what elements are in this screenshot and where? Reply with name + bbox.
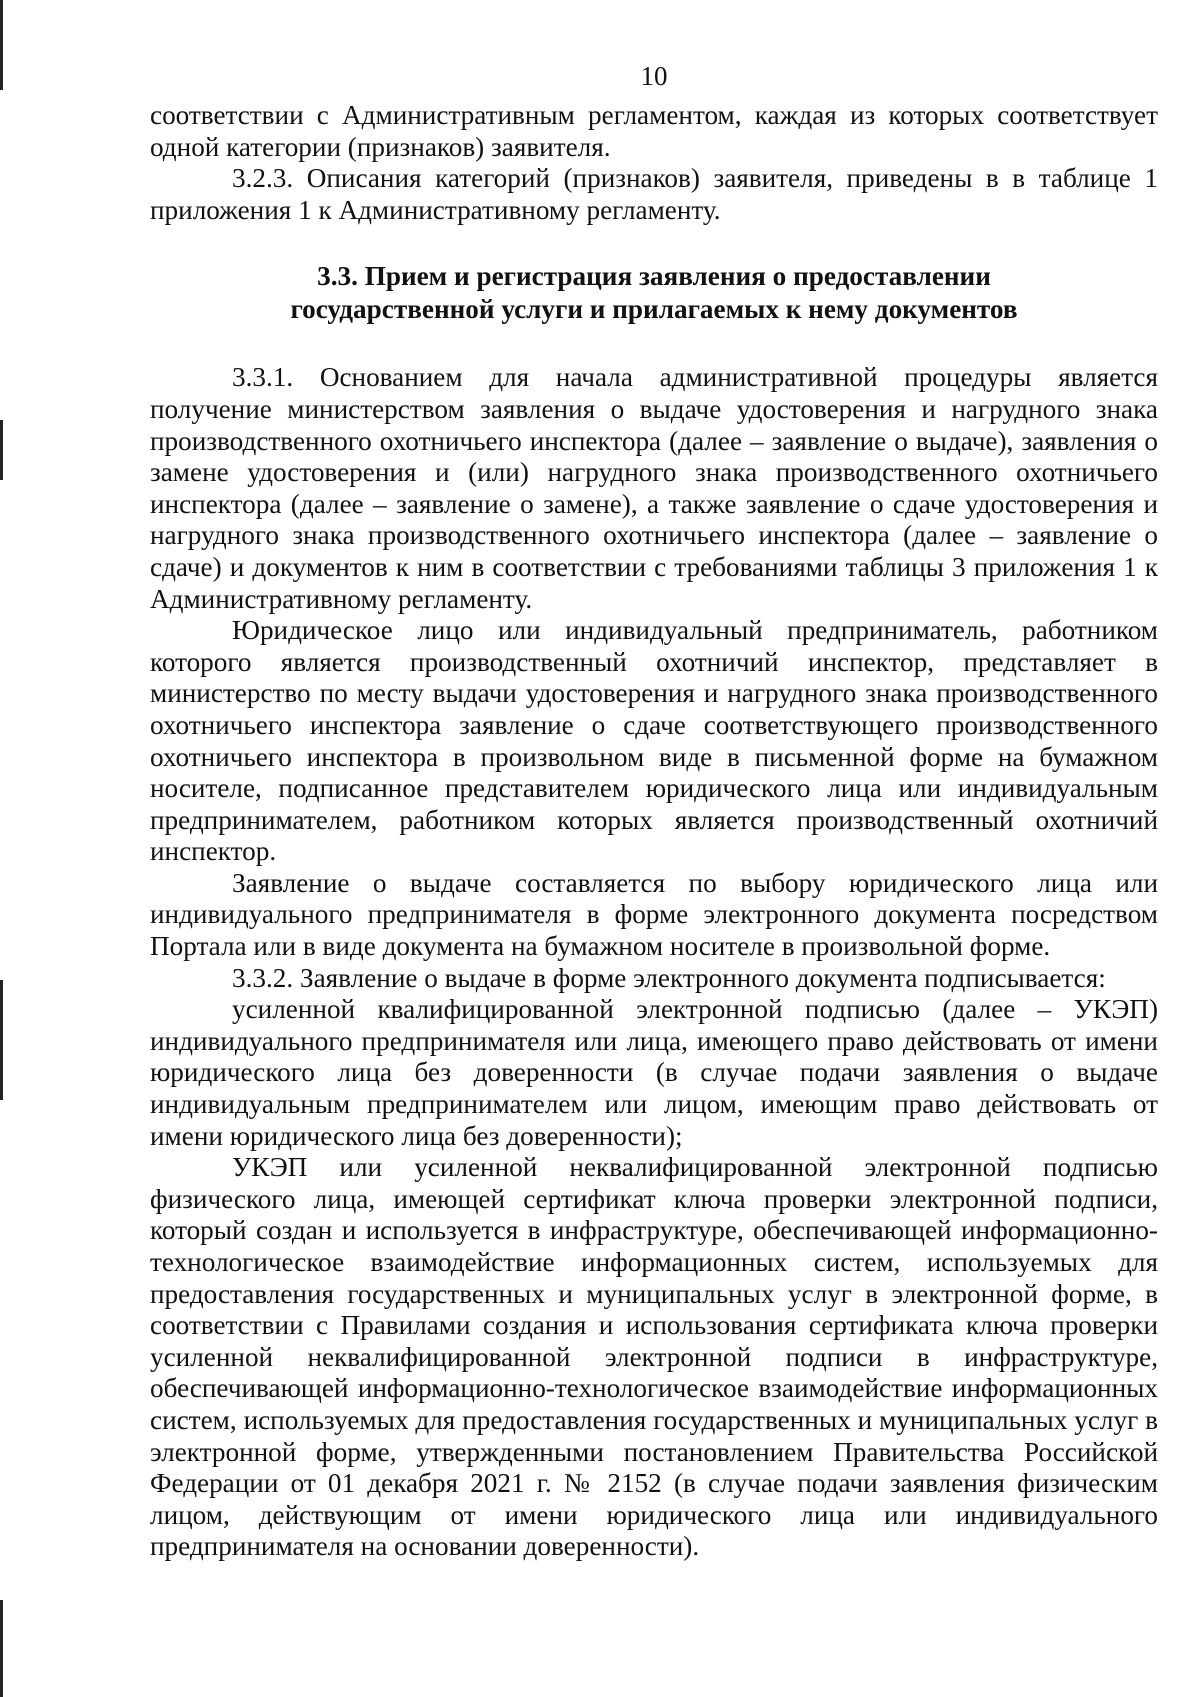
section-heading-line-2: государственной услуги и прилагаемых к нему документов <box>290 294 1018 325</box>
scan-edge-middle <box>0 980 3 1100</box>
paragraph-3-3-1: 3.3.1. Основанием для начала административной процедуры является получение министерством заявления о выдаче удостоверения и нагрудного знака производственного охотничьего инспектора (далее – заявление о выдаче), заявления о замене удостоверения и (или) нагрудного знака производственного охотничьего инспектора (далее – заявление о замене), а также заявление о сдаче удостоверения и нагрудного знака производственного охотничьего инспектора (далее – заявление о сдаче) и документов к ним в соответствии с требованиями таблицы 3 приложения 1 к Административному регламенту. <box>150 362 1158 614</box>
paragraph-ukep: усиленной квалифицированной электронной подписью (далее – УКЭП) индивидуального предпринимателя или лица, имеющего право действовать от имени юридического лица без доверенности (в случае подачи заявления о выдаче индивидуальным предпринимателем или лицом, имеющим право действовать от имени юридического лица без доверенности); <box>150 994 1158 1151</box>
scan-edge-bottom <box>0 1600 3 1697</box>
scan-edge-top <box>0 0 3 90</box>
section-heading-line-1: 3.3. Прием и регистрация заявления о предоставлении <box>317 261 991 292</box>
paragraph-legal-entity: Юридическое лицо или индивидуальный предприниматель, работником которого является производственный охотничий инспектор, представляет в министерство по месту выдачи удостоверения и нагрудного знака производственного охотничьего инспектора заявление о сдаче соответствующего производственного охотничьего инспектора в произвольном виде в письменной форме на бумажном носителе, подписанное представителем юридического лица или индивидуальным предпринимателем, работником которых является производственный охотничий инспектор. <box>150 615 1158 867</box>
section-heading-3-3 <box>150 260 1158 326</box>
paragraph-3-3-2: 3.3.2. Заявление о выдаче в форме электронного документа подписывается: <box>232 962 1106 993</box>
document-page <box>150 60 1158 1563</box>
scan-edge-upper <box>0 420 3 480</box>
paragraph-3-2-3: 3.2.3. Описания категорий (признаков) заявителя, приведены в в таблице 1 приложения 1 к Административному регламенту. <box>150 163 1158 225</box>
paragraph-continuation: соответствии с Административным регламентом, каждая из которых соответствует одной категории (признаков) заявителя. <box>150 100 1158 162</box>
page-number: 10 <box>640 61 668 91</box>
paragraph-application-format: Заявление о выдаче составляется по выбору юридического лица или индивидуального предпринимателя в форме электронного документа посредством Портала или в виде документа на бумажном носителе в произвольной форме. <box>150 867 1158 962</box>
paragraph-ukep-or-unqualified: УКЭП или усиленной неквалифицированной электронной подписью физического лица, имеющей сертификат ключа проверки электронной подписи, который создан и используется в инфраструктуре, обеспечивающей информационно-технологическое взаимодействие информационных систем, используемых для предоставления государственных и муниципальных услуг в электронной форме, в соответствии с Правилами создания и использования сертификата ключа проверки усиленной неквалифицированной электронной подписи в инфраструктуре, обеспечивающей информационно-технологическое взаимодействие информационных систем, используемых для предоставления государственных и муниципальных услуг в электронной форме, утвержденными постановлением Правительства Российской Федерации от 01 декабря 2021 г. № 2152 (в случае подачи заявления физическим лицом, действующим от имени юридического лица или индивидуального предпринимателя на основании доверенности). <box>150 1152 1158 1562</box>
